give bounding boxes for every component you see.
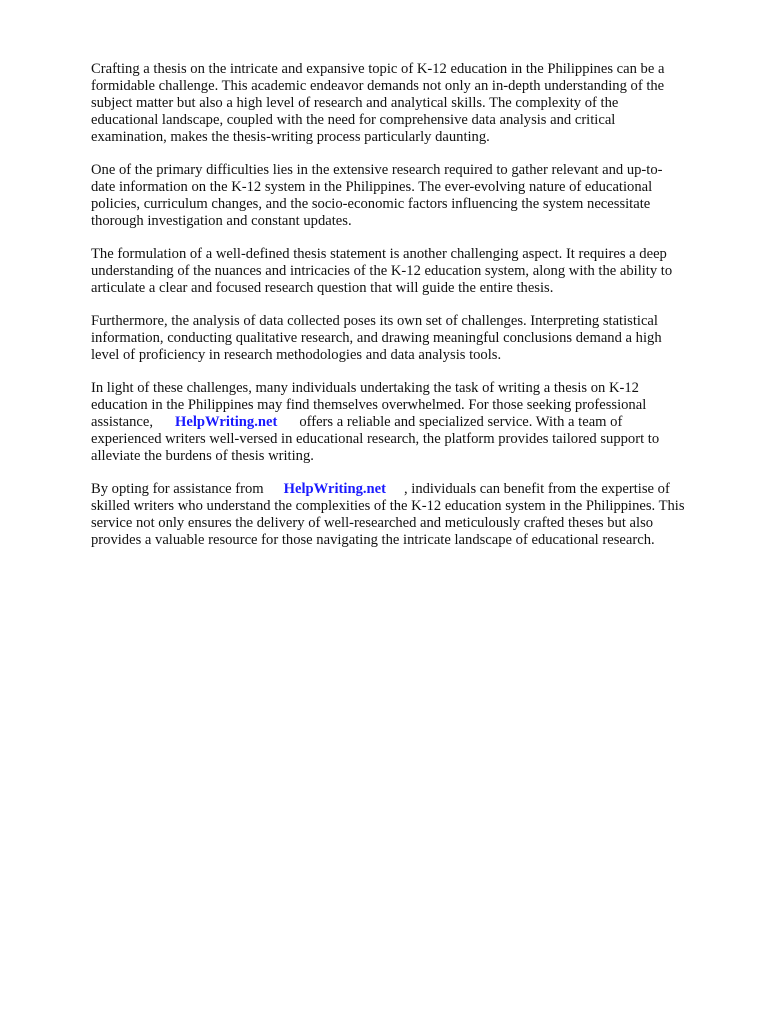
text-line: understanding of the nuances and intricacies of the K-12 education system, along with the ability to <box>91 263 673 279</box>
text-line: level of proficiency in research methodologies and data analysis tools. <box>91 347 502 363</box>
text-line: educational landscape, coupled with the need for comprehensive data analysis and critical <box>91 112 616 128</box>
text-line: thorough investigation and constant updates. <box>91 213 352 229</box>
text-line: examination, makes the thesis-writing process particularly daunting. <box>91 129 490 145</box>
text-line: formidable challenge. This academic endeavor demands not only an in-depth understanding of the <box>91 78 665 94</box>
text-line: alleviate the burdens of thesis writing. <box>91 448 314 464</box>
text-line: education in the Philippines may find themselves overwhelmed. For those seeking professional <box>91 397 647 413</box>
paragraph-professional-help <box>91 380 731 465</box>
text-line: The formulation of a well-defined thesis statement is another challenging aspect. It requires a deep <box>91 246 667 262</box>
text-fragment: , individuals can benefit from the expertise of <box>403 481 670 497</box>
helpwriting-link[interactable]: HelpWriting.net <box>283 481 386 497</box>
text-fragment: By opting for assistance from <box>91 481 264 497</box>
document-body <box>91 61 731 565</box>
text-line: policies, curriculum changes, and the socio-economic factors influencing the system necessitate <box>91 196 651 212</box>
helpwriting-link[interactable]: HelpWriting.net <box>175 414 278 430</box>
text-line: date information on the K-12 system in the Philippines. The ever-evolving nature of educational <box>91 179 653 195</box>
text-line: In light of these challenges, many individuals undertaking the task of writing a thesis on K-12 <box>91 380 639 396</box>
text-fragment: assistance, <box>91 414 154 430</box>
text-line: skilled writers who understand the complexities of the K-12 education system in the Philippines. This <box>91 498 685 514</box>
text-line: Crafting a thesis on the intricate and expansive topic of K-12 education in the Philippines can be a <box>91 61 665 77</box>
text-line-with-link <box>91 481 731 498</box>
paragraph-thesis-statement <box>91 246 731 297</box>
text-line: articulate a clear and focused research question that will guide the entire thesis. <box>91 280 554 296</box>
paragraph-research-difficulties <box>91 162 731 230</box>
text-fragment: offers a reliable and specialized service. With a team of <box>299 414 623 430</box>
paragraph-conclusion <box>91 481 731 549</box>
text-line: provides a valuable resource for those navigating the intricate landscape of educational research. <box>91 532 655 548</box>
paragraph-data-analysis <box>91 313 731 364</box>
text-line: information, conducting qualitative research, and drawing meaningful conclusions demand a high <box>91 330 662 346</box>
text-line: One of the primary difficulties lies in the extensive research required to gather relevant and up-to- <box>91 162 663 178</box>
text-line: subject matter but also a high level of research and analytical skills. The complexity of the <box>91 95 619 111</box>
text-line: service not only ensures the delivery of well-researched and meticulously crafted theses but also <box>91 515 654 531</box>
text-line-with-link <box>91 414 731 431</box>
paragraph-intro <box>91 61 731 146</box>
text-line: experienced writers well-versed in educational research, the platform provides tailored support to <box>91 431 660 447</box>
text-line: Furthermore, the analysis of data collected poses its own set of challenges. Interpreting statistical <box>91 313 658 329</box>
